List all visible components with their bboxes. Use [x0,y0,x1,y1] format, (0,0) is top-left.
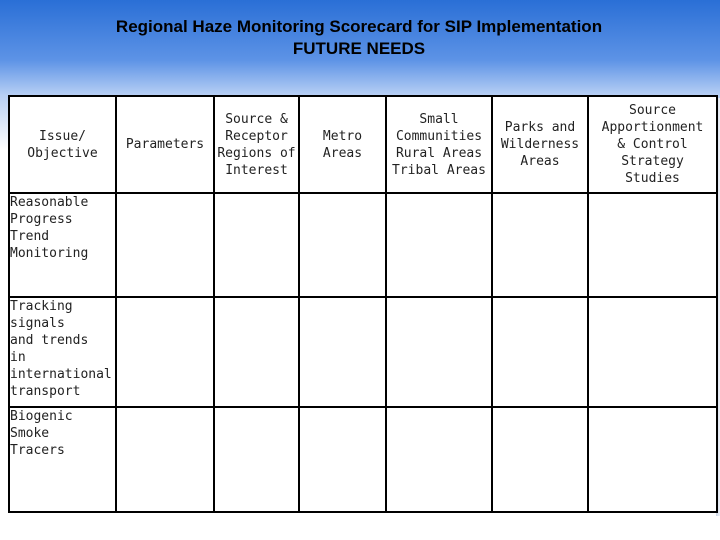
table-row [9,407,717,512]
table-cell [492,407,588,512]
table-row [9,297,717,407]
table-cell [588,297,717,407]
scorecard-table [8,95,718,513]
header-issue-objective: Issue/ Objective [9,96,116,193]
table-cell [588,407,717,512]
table-cell [214,407,299,512]
header-parameters: Parameters [116,96,214,193]
header-metro-areas: Metro Areas [299,96,386,193]
table-cell [386,407,492,512]
slide-title [0,16,720,60]
table-cell [386,297,492,407]
table-cell [116,193,214,297]
table-cell [299,193,386,297]
table-cell [386,193,492,297]
table-cell [116,297,214,407]
table-cell [214,193,299,297]
header-source-receptor: Source & Receptor Regions of Interest [214,96,299,193]
table-cell [116,407,214,512]
header-small-communities: Small Communities Rural Areas Tribal Areas [386,96,492,193]
table-cell [299,297,386,407]
row-label-biogenic-smoke: Biogenic Smoke Tracers [9,407,116,512]
row-label-reasonable-progress: Reasonable Progress Trend Monitoring [9,193,116,297]
header-row [9,96,717,193]
table-cell [492,297,588,407]
row-label-international-transport: Tracking signals and trends in international transport [9,297,116,407]
header-parks-wilderness: Parks and Wilderness Areas [492,96,588,193]
title-line-1: Regional Haze Monitoring Scorecard for SIP Implementation [115,17,603,36]
table-cell [588,193,717,297]
table-cell [299,407,386,512]
table-cell [214,297,299,407]
header-source-apportionment: Source Apportionment & Control Strategy Studies [588,96,717,193]
title-line-2: FUTURE NEEDS [292,39,426,58]
table-row [9,193,717,297]
table-cell [492,193,588,297]
